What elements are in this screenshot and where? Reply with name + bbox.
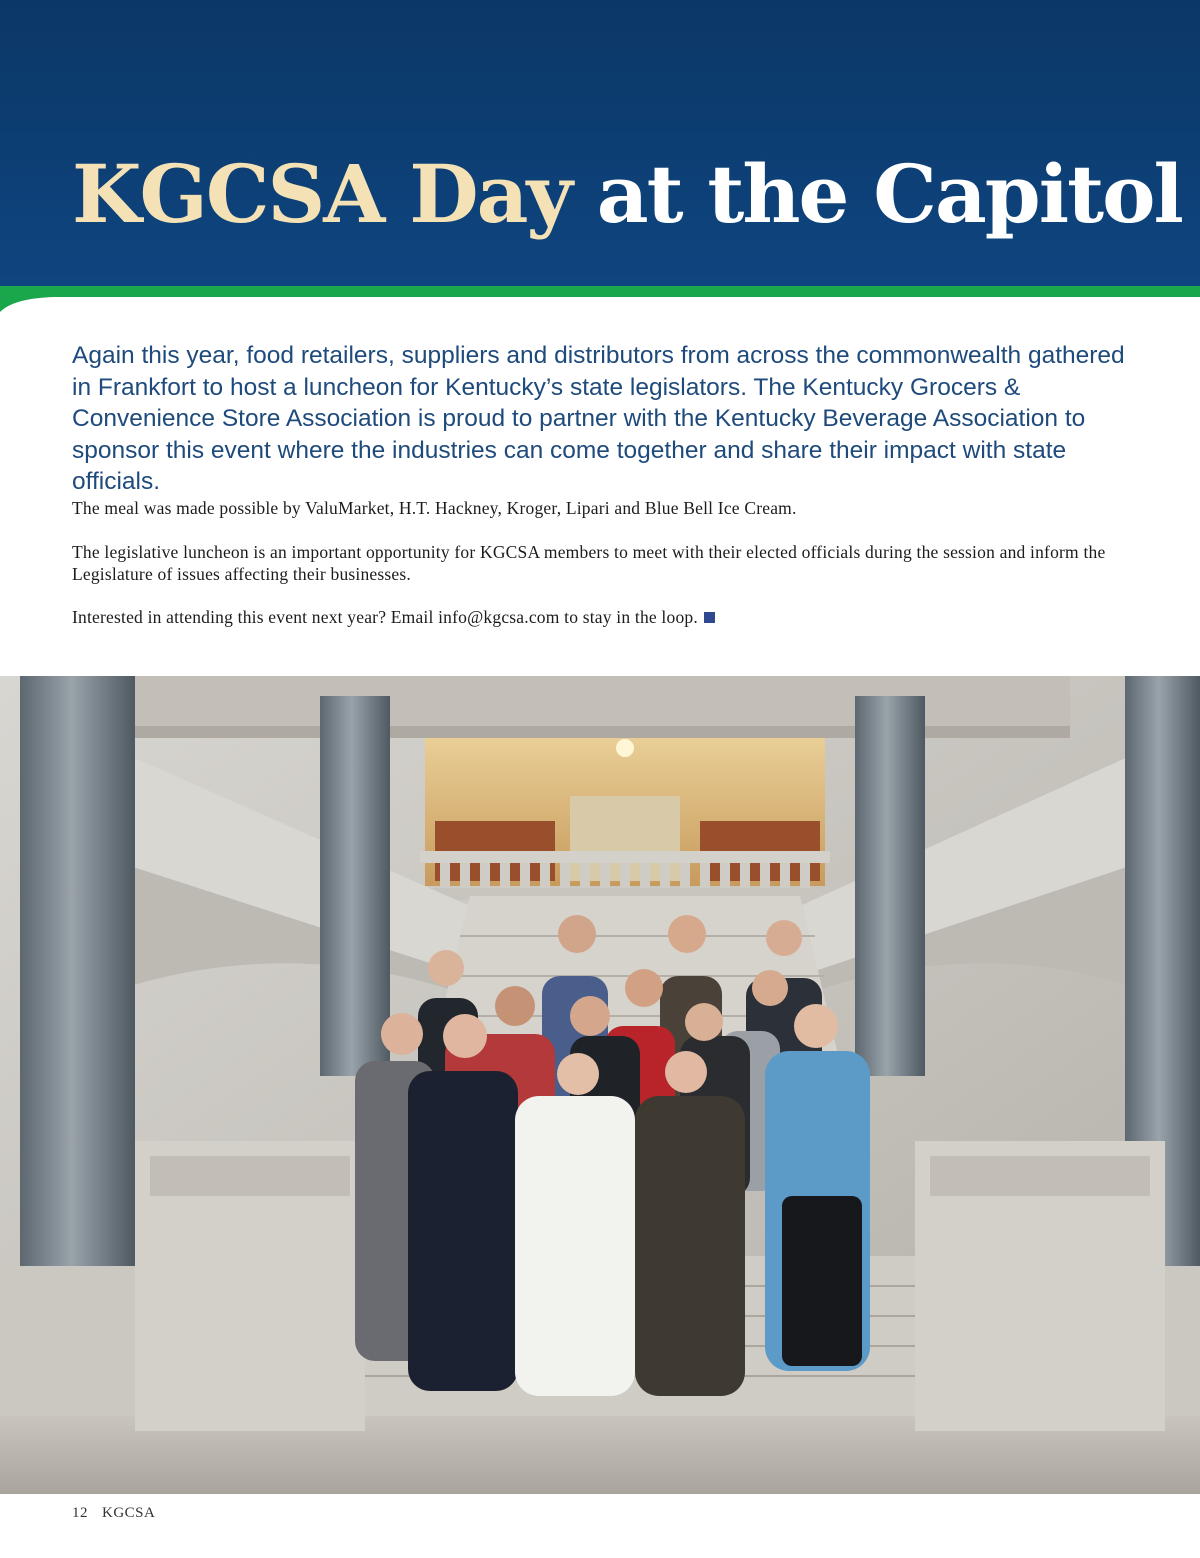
contact-text: Interested in attending this event next year? Email info@kgcsa.com to stay in the loop.: [72, 607, 698, 627]
publication-name: KGCSA: [102, 1505, 156, 1521]
article-paragraph-luncheon: The legislative luncheon is an important opportunity for KGCSA members to meet with their elected officials during the session and inform the Legislature of issues affecting their businesses.: [72, 542, 1106, 584]
end-of-article-mark: [704, 612, 715, 623]
capitol-staircase-illustration: [0, 676, 1200, 1494]
article-paragraph-contact: [72, 606, 1132, 628]
group-photo: [0, 676, 1200, 1494]
title-highlight: KGCSA Day: [72, 147, 571, 241]
title-rest: at the Capitol: [596, 147, 1182, 241]
page-title: [72, 147, 1182, 241]
article-paragraph-sponsors: The meal was made possible by ValuMarket, H.T. Hackney, Kroger, Lipari and Blue Bell Ice Cream.: [72, 498, 797, 518]
header-green-stripe: [0, 270, 1200, 330]
article-lead: Again this year, food retailers, suppliers and distributors from across the commonwealth gathered in Frankfort to host a luncheon for Kentucky’s state legislators. The Kentucky Grocers & Convenience Store Association is proud to partner with the Kentucky Beverage Association to sponsor this event where the industries can come together and share their impact with state officials.: [72, 342, 1125, 495]
page-number: 12: [72, 1505, 88, 1521]
page-header: [0, 0, 1200, 290]
page-footer: [72, 1505, 155, 1522]
